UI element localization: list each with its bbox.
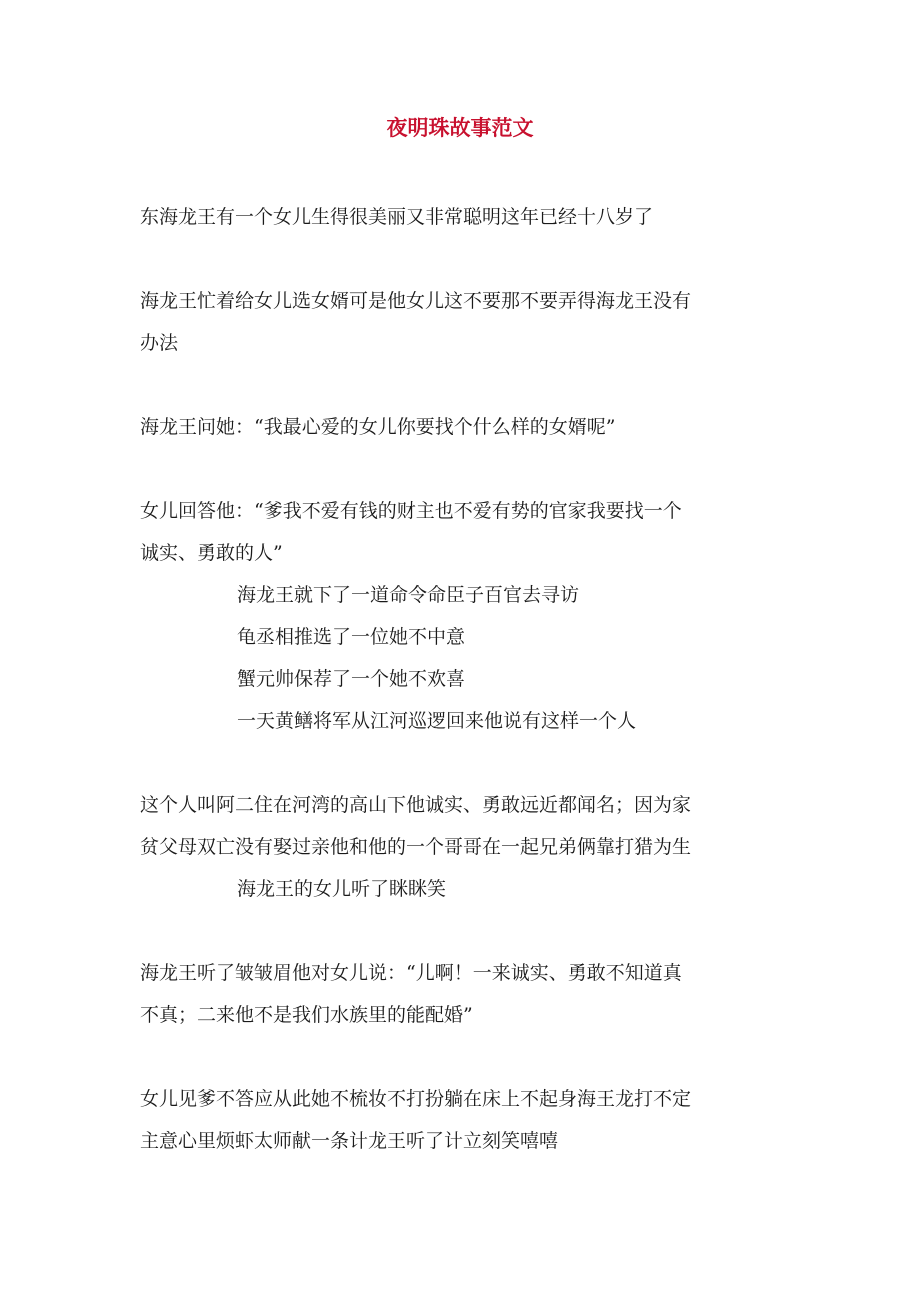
paragraph-line: 海龙王问她：“我最心爱的女儿你要找个什么样的女婿呢” [140,416,616,438]
paragraph-2 [140,280,780,364]
paragraph-line: 女儿见爹不答应从此她不梳妆不打扮躺在床上不起身海王龙打不定 [140,1088,692,1110]
paragraph-line: 海龙王就下了一道命令命臣子百官去寻访 [237,584,580,606]
paragraph-line: 一天黄鳝将军从江河巡逻回来他说有这样一个人 [237,710,637,732]
paragraph-7 [237,658,877,700]
paragraph-10 [237,868,877,910]
page-title: 夜明珠故事范文 [386,115,534,140]
paragraph-line: 不真；二来他不是我们水族里的能配婚” [140,1004,473,1026]
paragraph-6 [237,616,877,658]
paragraph-8 [237,700,877,742]
paragraph-11 [140,952,780,1036]
paragraph-4 [140,490,780,574]
paragraph-line: 主意心里烦虾太师献一条计龙王听了计立刻笑嘻嘻 [140,1130,559,1152]
paragraph-line: 贫父母双亡没有娶过亲他和他的一个哥哥在一起兄弟俩靠打猎为生 [140,836,692,858]
paragraph-5 [237,574,877,616]
paragraph-line: 蟹元帅保荐了一个她不欢喜 [237,668,466,690]
paragraph-line: 龟丞相推选了一位她不中意 [237,626,466,648]
paragraph-line: 海龙王的女儿听了眯眯笑 [237,878,447,900]
paragraph-line: 这个人叫阿二住在河湾的高山下他诚实、勇敢远近都闻名；因为家 [140,794,692,816]
paragraph-3 [140,406,780,448]
paragraph-line: 办法 [140,332,179,354]
paragraph-9 [140,784,780,868]
paragraph-line: 东海龙王有一个女儿生得很美丽又非常聪明这年已经十八岁了 [140,206,654,228]
paragraph-line: 海龙王听了皱皱眉他对女儿说：“儿啊！一来诚实、勇敢不知道真 [140,962,682,984]
paragraph-line: 诚实、勇敢的人” [140,542,283,564]
paragraph-line: 女儿回答他：“爹我不爱有钱的财主也不爱有势的官家我要找一个 [140,500,682,522]
paragraph-1 [140,196,780,238]
paragraph-line: 海龙王忙着给女儿选女婿可是他女儿这不要那不要弄得海龙王没有 [140,290,692,312]
paragraph-12 [140,1078,780,1162]
